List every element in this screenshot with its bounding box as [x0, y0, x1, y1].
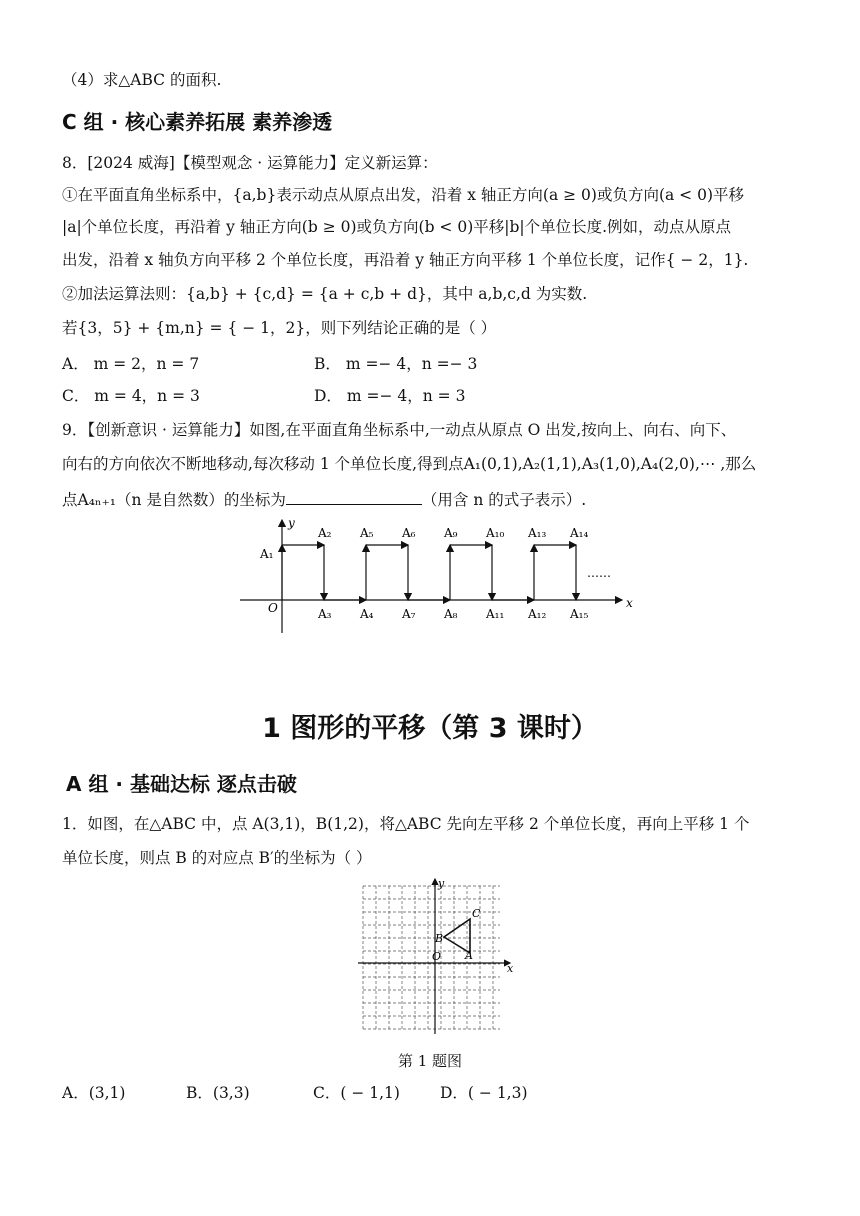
q1-option-b: B．(3,3)	[186, 1084, 250, 1102]
point-label-bottom: A₁₂	[528, 607, 547, 621]
point-label-a1: A₁	[260, 547, 274, 561]
section-c-heading: C 组 · 核心素养拓展 素养渗透	[62, 110, 333, 134]
q8-line-5: 若{3，5} + {m,n} = { − 1，2}，则下列结论正确的是（ ）	[62, 319, 497, 337]
point-label-bottom: A₄	[360, 607, 374, 621]
q9-figure	[230, 515, 640, 640]
point-label-bottom: A₁₅	[570, 607, 589, 621]
q8-option-c: C． m = 4，n = 3	[62, 387, 200, 405]
point-label-top: A₅	[360, 526, 374, 540]
point-a-label: A	[465, 949, 473, 962]
q1-line-1: 1．如图，在△ABC 中，点 A(3,1)，B(1,2)，将△ABC 先向左平移 2 个单位长度，再向上平移 1 个	[62, 815, 750, 833]
x-axis-label: x	[626, 596, 633, 610]
q9-line-3-start: 点A₄ₙ₊₁（n 是自然数）的坐标为	[62, 491, 286, 509]
point-label-bottom: A₁₁	[486, 607, 505, 621]
point-c-label: C	[472, 907, 481, 920]
q9-line-1: 9．【创新意识 · 运算能力】如图,在平面直角坐标系中,一动点从原点 O 出发,按向上、向右、向下、	[62, 421, 737, 439]
q1-option-d: D．( − 1,3)	[440, 1084, 528, 1102]
bottom-point-labels	[317, 607, 588, 621]
section-a-heading: A 组 · 基础达标 逐点击破	[66, 772, 297, 796]
y-axis-label: y	[288, 516, 295, 530]
point-label-bottom: A₃	[318, 607, 332, 621]
lesson-title: 1 图形的平移（第 3 课时）	[262, 713, 598, 744]
figure-caption: 第 1 题图	[397, 1052, 463, 1070]
move-path	[282, 545, 576, 600]
q9-line-2: 向右的方向依次不断地移动,每次移动 1 个单位长度,得到点A₁(0,1),A₂(1,1),A₃(1,0),A₄(2,0),⋯ ,那么	[62, 455, 757, 473]
q8-option-b: B． m =− 4，n =− 3	[314, 355, 478, 373]
q8-option-d: D． m =− 4，n = 3	[314, 387, 466, 405]
triangle-abc	[444, 919, 470, 953]
point-label-bottom: A₇	[402, 607, 416, 621]
q8-line-2: |a|个单位长度，再沿着 y 轴正方向(b ≥ 0)或负方向(b < 0)平移|b|个单位长度.例如，动点从原点	[62, 218, 732, 236]
q1-option-c: C．( − 1,1)	[313, 1084, 400, 1102]
q8-line-4: ②加法运算法则：{a,b} + {c,d} = {a + c,b + d}，其中 a,b,c,d 为实数.	[62, 285, 588, 303]
q8-line-3: 出发，沿着 x 轴负方向平移 2 个单位长度，再沿着 y 轴正方向平移 1 个单位长度，记作{ − 2，1}.	[62, 251, 749, 269]
q8-option-a: A． m = 2，n = 7	[62, 355, 200, 373]
q1-line-2: 单位长度，则点 B 的对应点 B′的坐标为（ ）	[62, 849, 372, 867]
point-label-top: A₉	[444, 526, 458, 540]
origin-label: O	[432, 950, 442, 963]
q1-figure	[350, 876, 520, 1038]
point-label-top: A₆	[402, 526, 416, 540]
q8-line-1: ①在平面直角坐标系中，{a,b}表示动点从原点出发，沿着 x 轴正方向(a ≥ 0)或负方向(a < 0)平移	[62, 186, 744, 204]
point-label-top: A₂	[318, 526, 332, 540]
point-label-top: A₁₀	[486, 526, 505, 540]
q8-heading: 8．[2024 威海]【模型观念 · 运算能力】定义新运算：	[62, 154, 438, 172]
question-4-line: （4）求△ABC 的面积.	[62, 71, 222, 89]
x-axis-label: x	[507, 962, 514, 975]
point-b-label: B	[435, 932, 444, 945]
q9-line-3-end: （用含 n 的式子表示）.	[421, 491, 587, 509]
answer-blank	[286, 490, 422, 505]
point-label-top: A₁₄	[570, 526, 589, 540]
point-label-top: A₁₃	[528, 526, 547, 540]
origin-label: O	[268, 601, 278, 615]
continuation-dots: ……	[587, 566, 611, 580]
y-axis-label: y	[438, 877, 445, 890]
point-label-bottom: A₈	[444, 607, 458, 621]
top-point-labels	[317, 526, 588, 540]
q9-line-3	[62, 490, 586, 510]
q1-option-a: A．(3,1)	[62, 1084, 126, 1102]
